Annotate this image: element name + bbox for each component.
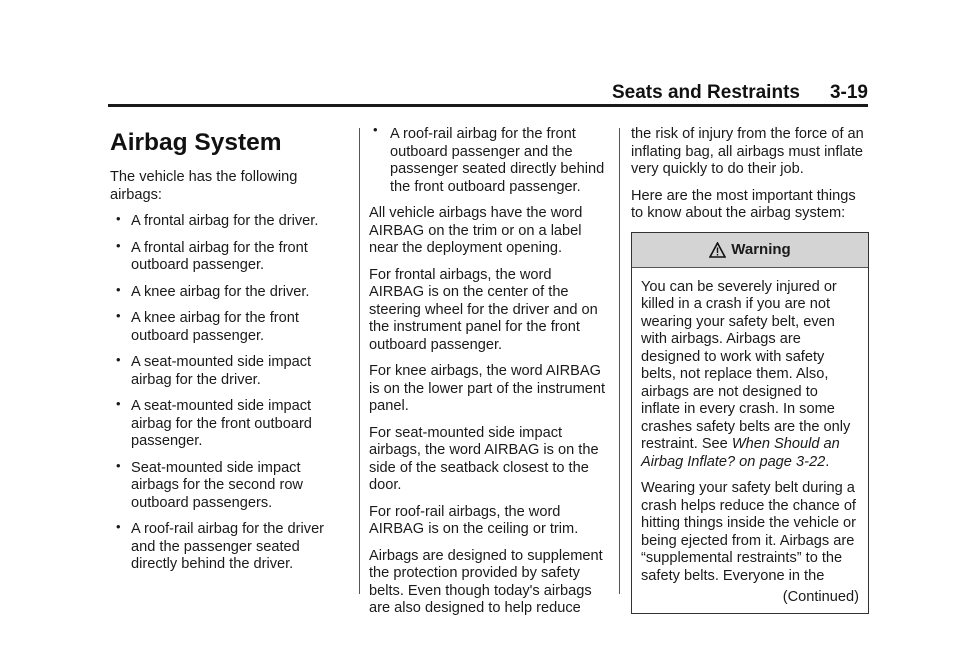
column-3 xyxy=(631,126,871,614)
section-heading: Airbag System xyxy=(110,129,282,156)
paragraph: Here are the most important things to know about the airbag system: xyxy=(631,187,856,221)
list-item: • A frontal airbag for the driver. xyxy=(110,213,332,231)
paragraph: the risk of injury from the force of an inflating bag, all airbags must inflate very quickly to do their job. xyxy=(631,126,864,177)
warning-triangle-icon xyxy=(709,242,726,258)
page-number: 3-19 xyxy=(829,82,868,103)
paragraph: For knee airbags, the word AIRBAG is on the lower part of the instrument panel. xyxy=(369,363,606,414)
column-divider-1 xyxy=(359,128,360,594)
section-title: Seats and Restraints xyxy=(612,82,800,103)
list-item: • A roof-rail airbag for the front outboard passenger and the passenger seated directly behind the front outboard passenger. xyxy=(369,126,609,196)
warning-title: Warning xyxy=(731,240,791,258)
paragraph: For frontal airbags, the word AIRBAG is on the center of the steering wheel for the driver and on the instrument panel for the front outboard passenger. xyxy=(369,266,598,353)
airbag-list xyxy=(110,213,332,574)
list-item: • A seat-mounted side impact airbag for the front outboard passenger. xyxy=(110,398,332,451)
airbag-list-continued xyxy=(369,126,609,196)
paragraph: All vehicle airbags have the word AIRBAG on the trim or on a label near the deployment opening. xyxy=(369,205,583,256)
page-header xyxy=(108,80,868,106)
paragraph: For seat-mounted side impact airbags, the word AIRBAG is on the side of the seatback closest to the door. xyxy=(369,424,599,493)
warning-text: You can be severely injured or killed in a crash if you are not wearing your safety belt, even with airbags. Airbags are designed to work with safety belts, not replace them. Also, airbags are not designed to inflate in every crash. In some crashes safety belts are the only restraint. See xyxy=(641,278,851,452)
cross-reference-link[interactable]: When Should an Airbag Inflate? on page 3-22 xyxy=(641,436,840,470)
column-1 xyxy=(110,126,332,583)
warning-paragraph xyxy=(641,279,859,472)
paragraph: Airbags are designed to supplement the protection provided by safety belts. Even though today's airbags are also designed to help reduce xyxy=(369,547,603,616)
list-item: • A knee airbag for the front outboard passenger. xyxy=(110,310,332,345)
list-item: • A frontal airbag for the front outboard passenger. xyxy=(110,240,332,275)
column-2 xyxy=(369,126,609,627)
list-item: • A knee airbag for the driver. xyxy=(110,284,332,302)
warning-paragraph: Wearing your safety belt during a crash helps reduce the chance of hitting things inside the vehicle or being ejected from it. Airbags are “supplemental restraints” to the safety belts. Everyone in the xyxy=(641,480,856,584)
warning-body xyxy=(632,268,868,613)
paragraph: For roof-rail airbags, the word AIRBAG is on the ceiling or trim. xyxy=(369,503,579,537)
warning-text-end: . xyxy=(825,453,830,470)
warning-box xyxy=(631,232,869,614)
list-item: • A roof-rail airbag for the driver and the passenger seated directly behind the driver. xyxy=(110,521,332,574)
list-item: • A seat-mounted side impact airbag for the driver. xyxy=(110,354,332,389)
column-divider-2 xyxy=(619,128,620,594)
list-item: • Seat-mounted side impact airbags for the second row outboard passengers. xyxy=(110,460,332,513)
warning-header xyxy=(632,233,868,268)
continued-label: (Continued) xyxy=(782,589,859,605)
intro-paragraph: The vehicle has the following airbags: xyxy=(110,169,298,203)
header-rule xyxy=(108,104,868,107)
